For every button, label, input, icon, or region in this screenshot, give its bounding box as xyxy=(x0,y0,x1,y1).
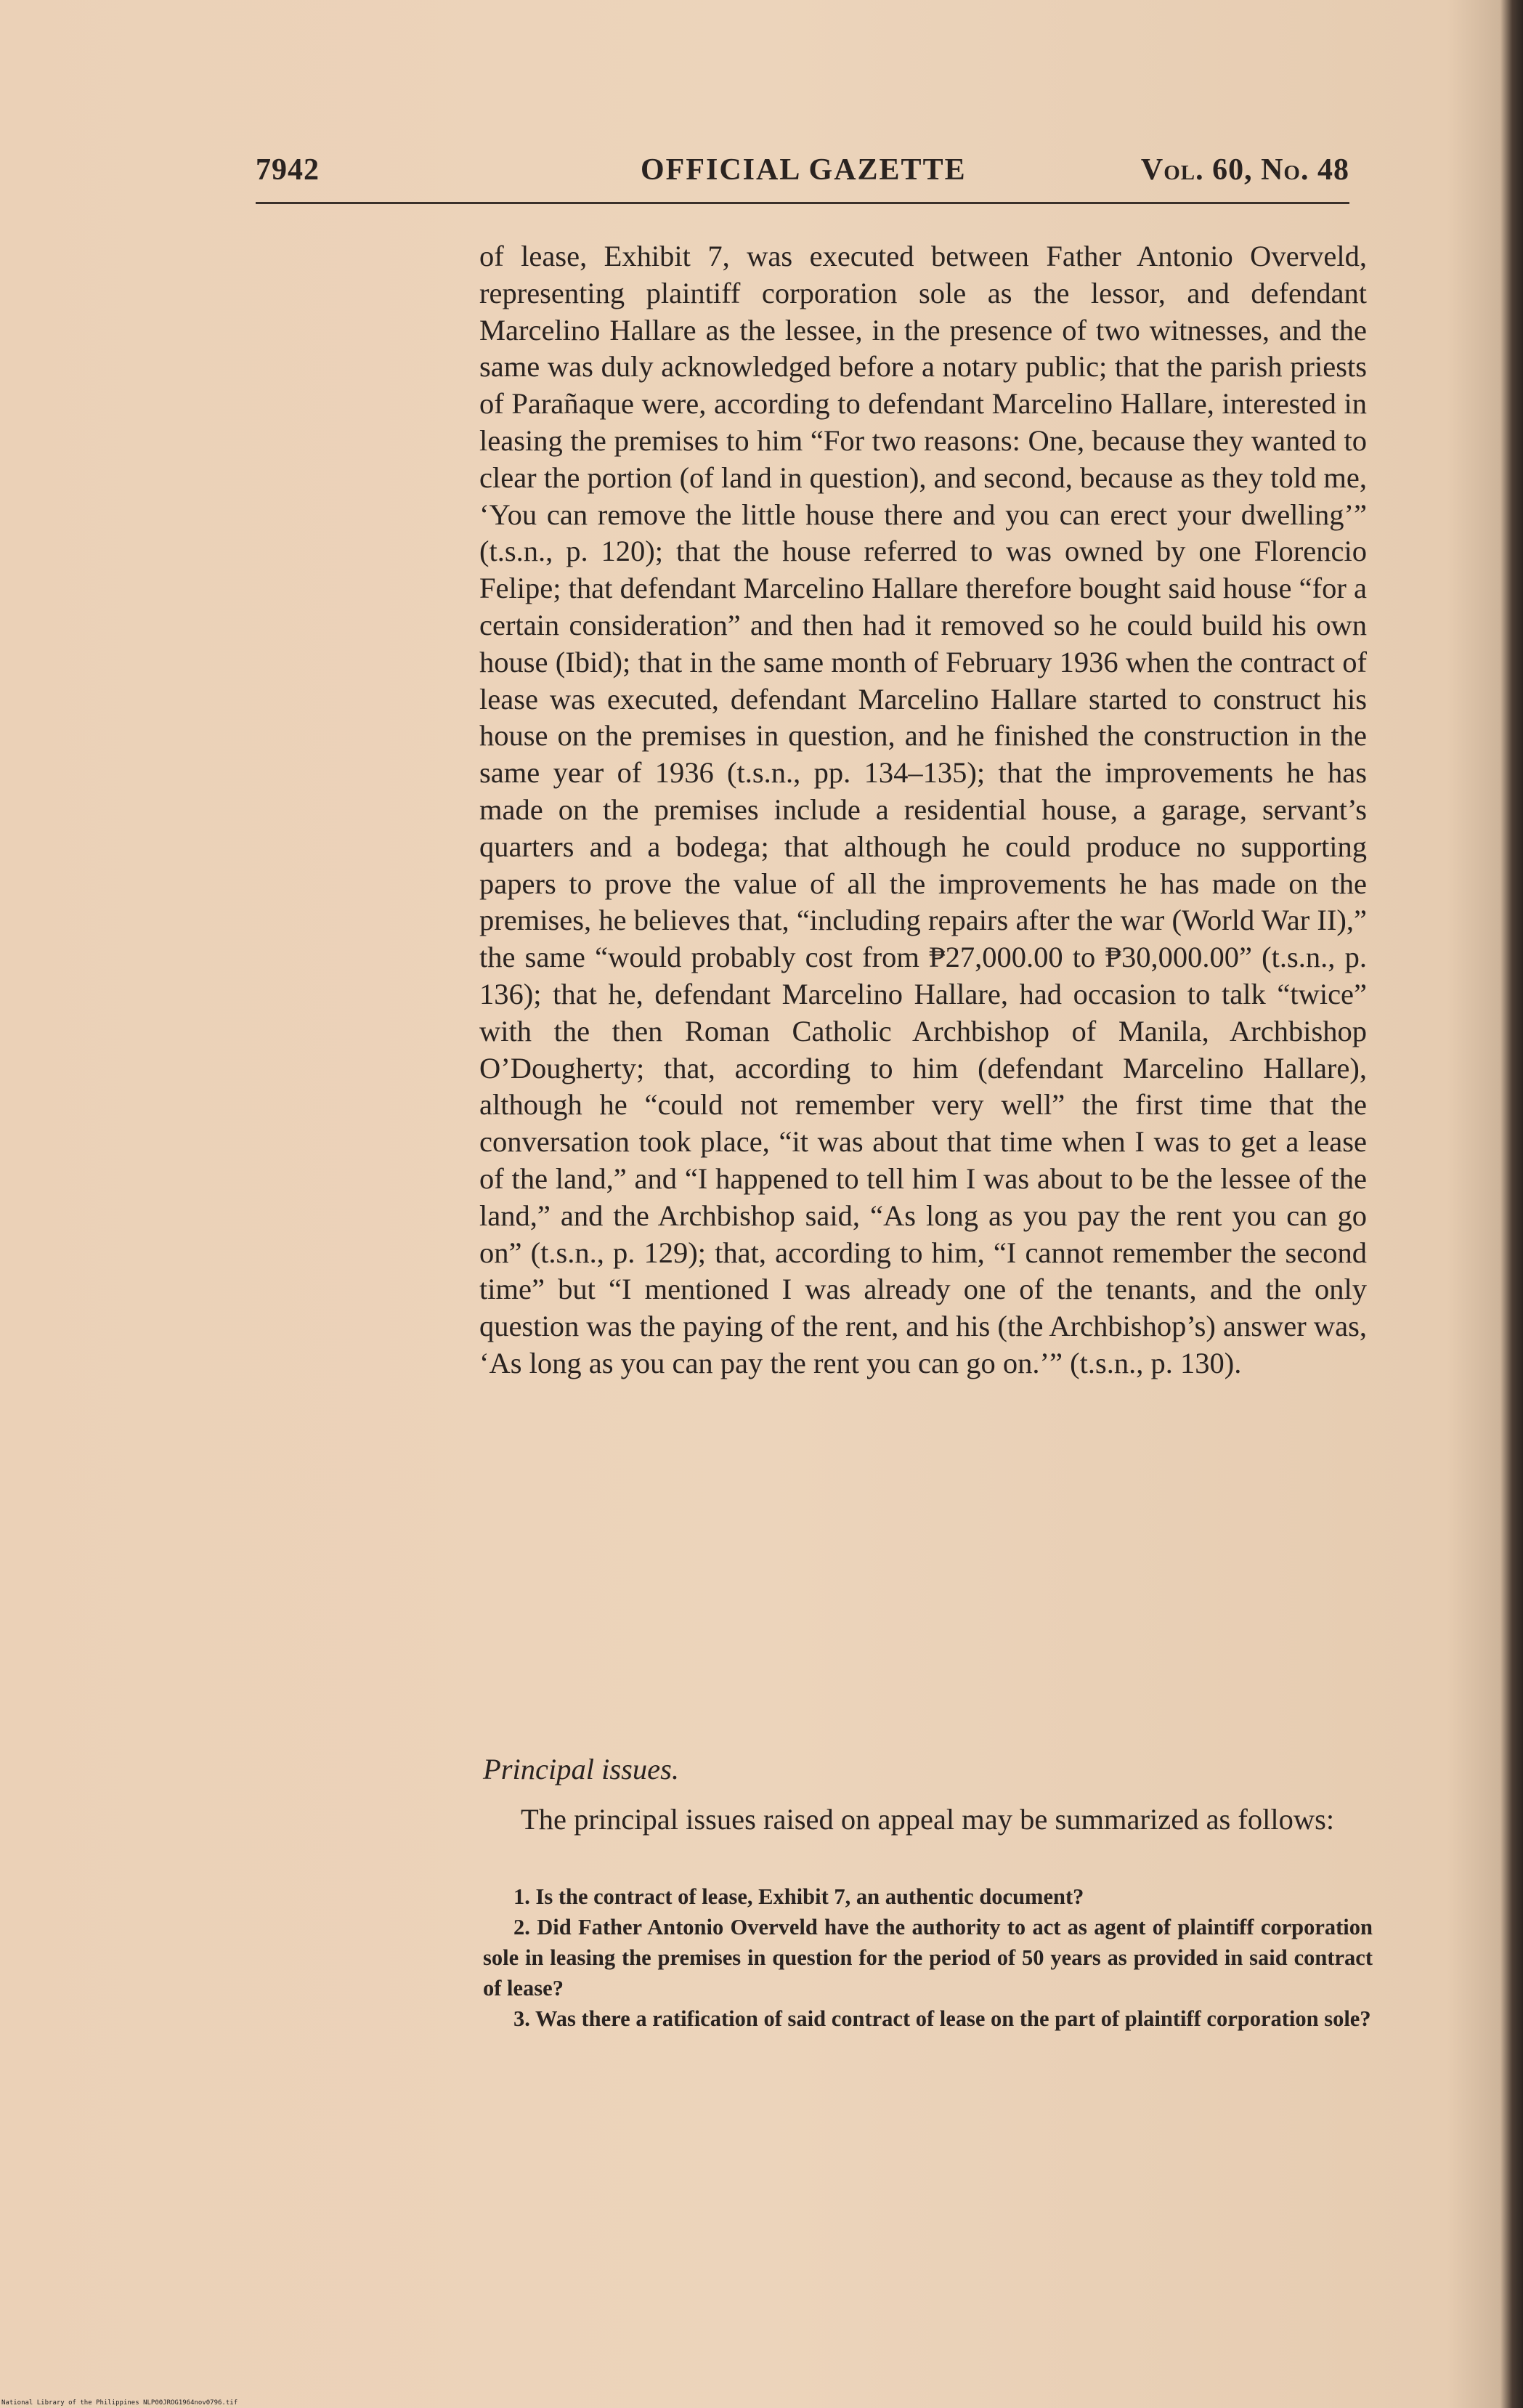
running-head xyxy=(256,153,1349,196)
issue-item-2: 2. Did Father Antonio Overveld have the authority to act as agent of plaintiff corporation sole in leasing the premises in question for the period of 50 years as provided in said contract of lease? xyxy=(483,1915,1373,2000)
issue-item-3: 3. Was there a ratification of said contract of lease on the part of plaintiff corporation sole? xyxy=(513,2006,1371,2031)
issues-list xyxy=(483,1881,1373,2034)
scan-footer-note: National Library of the Philippines NLP00JROG1964nov0796.tif xyxy=(1,2399,238,2407)
header-rule xyxy=(256,202,1349,204)
page-number: 7942 xyxy=(256,153,320,187)
issues-intro: The principal issues raised on appeal may be summarized as follows: xyxy=(521,1803,1335,1836)
section-subheading: Principal issues. xyxy=(483,1753,679,1785)
publication-title: OFFICIAL GAZETTE xyxy=(641,153,967,187)
volume-number: Vol. 60, No. 48 xyxy=(1140,153,1349,187)
issue-item-1: 1. Is the contract of lease, Exhibit 7, an authentic document? xyxy=(513,1884,1084,1909)
body-paragraph: of lease, Exhibit 7, was executed between Father Antonio Overveld, representing plaintiff corporation sole as the lessor, and defendant Marcelino Hallare as the lessee, in the presence of two witnesses, and the same was duly acknowledged before a notary public; that the parish priests of Parañaque were, according to defendant Marcelino Hallare, interested in leasing the premises to him “For two reasons: One, because they wanted to clear the portion (of land in question), and second, because as they told me, ‘You can remove the little house there and you can erect your dwelling’” (t.s.n., p. 120); that the house referred to was owned by one Florencio Felipe; that defendant Marcelino Hallare therefore bought said house “for a certain consideration” and then had it removed so he could build his own house (Ibid); that in the same month of February 1936 when the contract of lease was executed, defendant Marcelino Hallare started to construct his house on the premises in question, and he finished the construction in the same year of 1936 (t.s.n., pp. 134–135); that the improvements he has made on the premises include a residential house, a garage, servant’s quarters and a bodega; that although he could produce no supporting papers to prove the value of all the improvements he has made on the premises, he believes that, “including repairs after the war (World War II),” the same “would probably cost from ₱27,000.00 to ₱30,000.00” (t.s.n., p. 136); that he, defendant Marcelino Hallare, had occasion to talk “twice” with the then Roman Catholic Archbishop of Manila, Archbishop O’Dougherty; that, according to him (defendant Marcelino Hallare), although he “could not remember very well” the first time that the conversation took place, “it was about that time when I was to get a lease of the land,” and “I happened to tell him I was about to be the lessee of the land,” and the Archbishop said, “As long as you pay the rent you can go on” (t.s.n., p. 129); that, according to him, “I cannot remember the second time” but “I mentioned I was already one of the tenants, and the only question was the paying of the rent, and his (the Archbishop’s) answer was, ‘As long as you can pay the rent you can go on.’” (t.s.n., p. 130). xyxy=(479,240,1367,1379)
